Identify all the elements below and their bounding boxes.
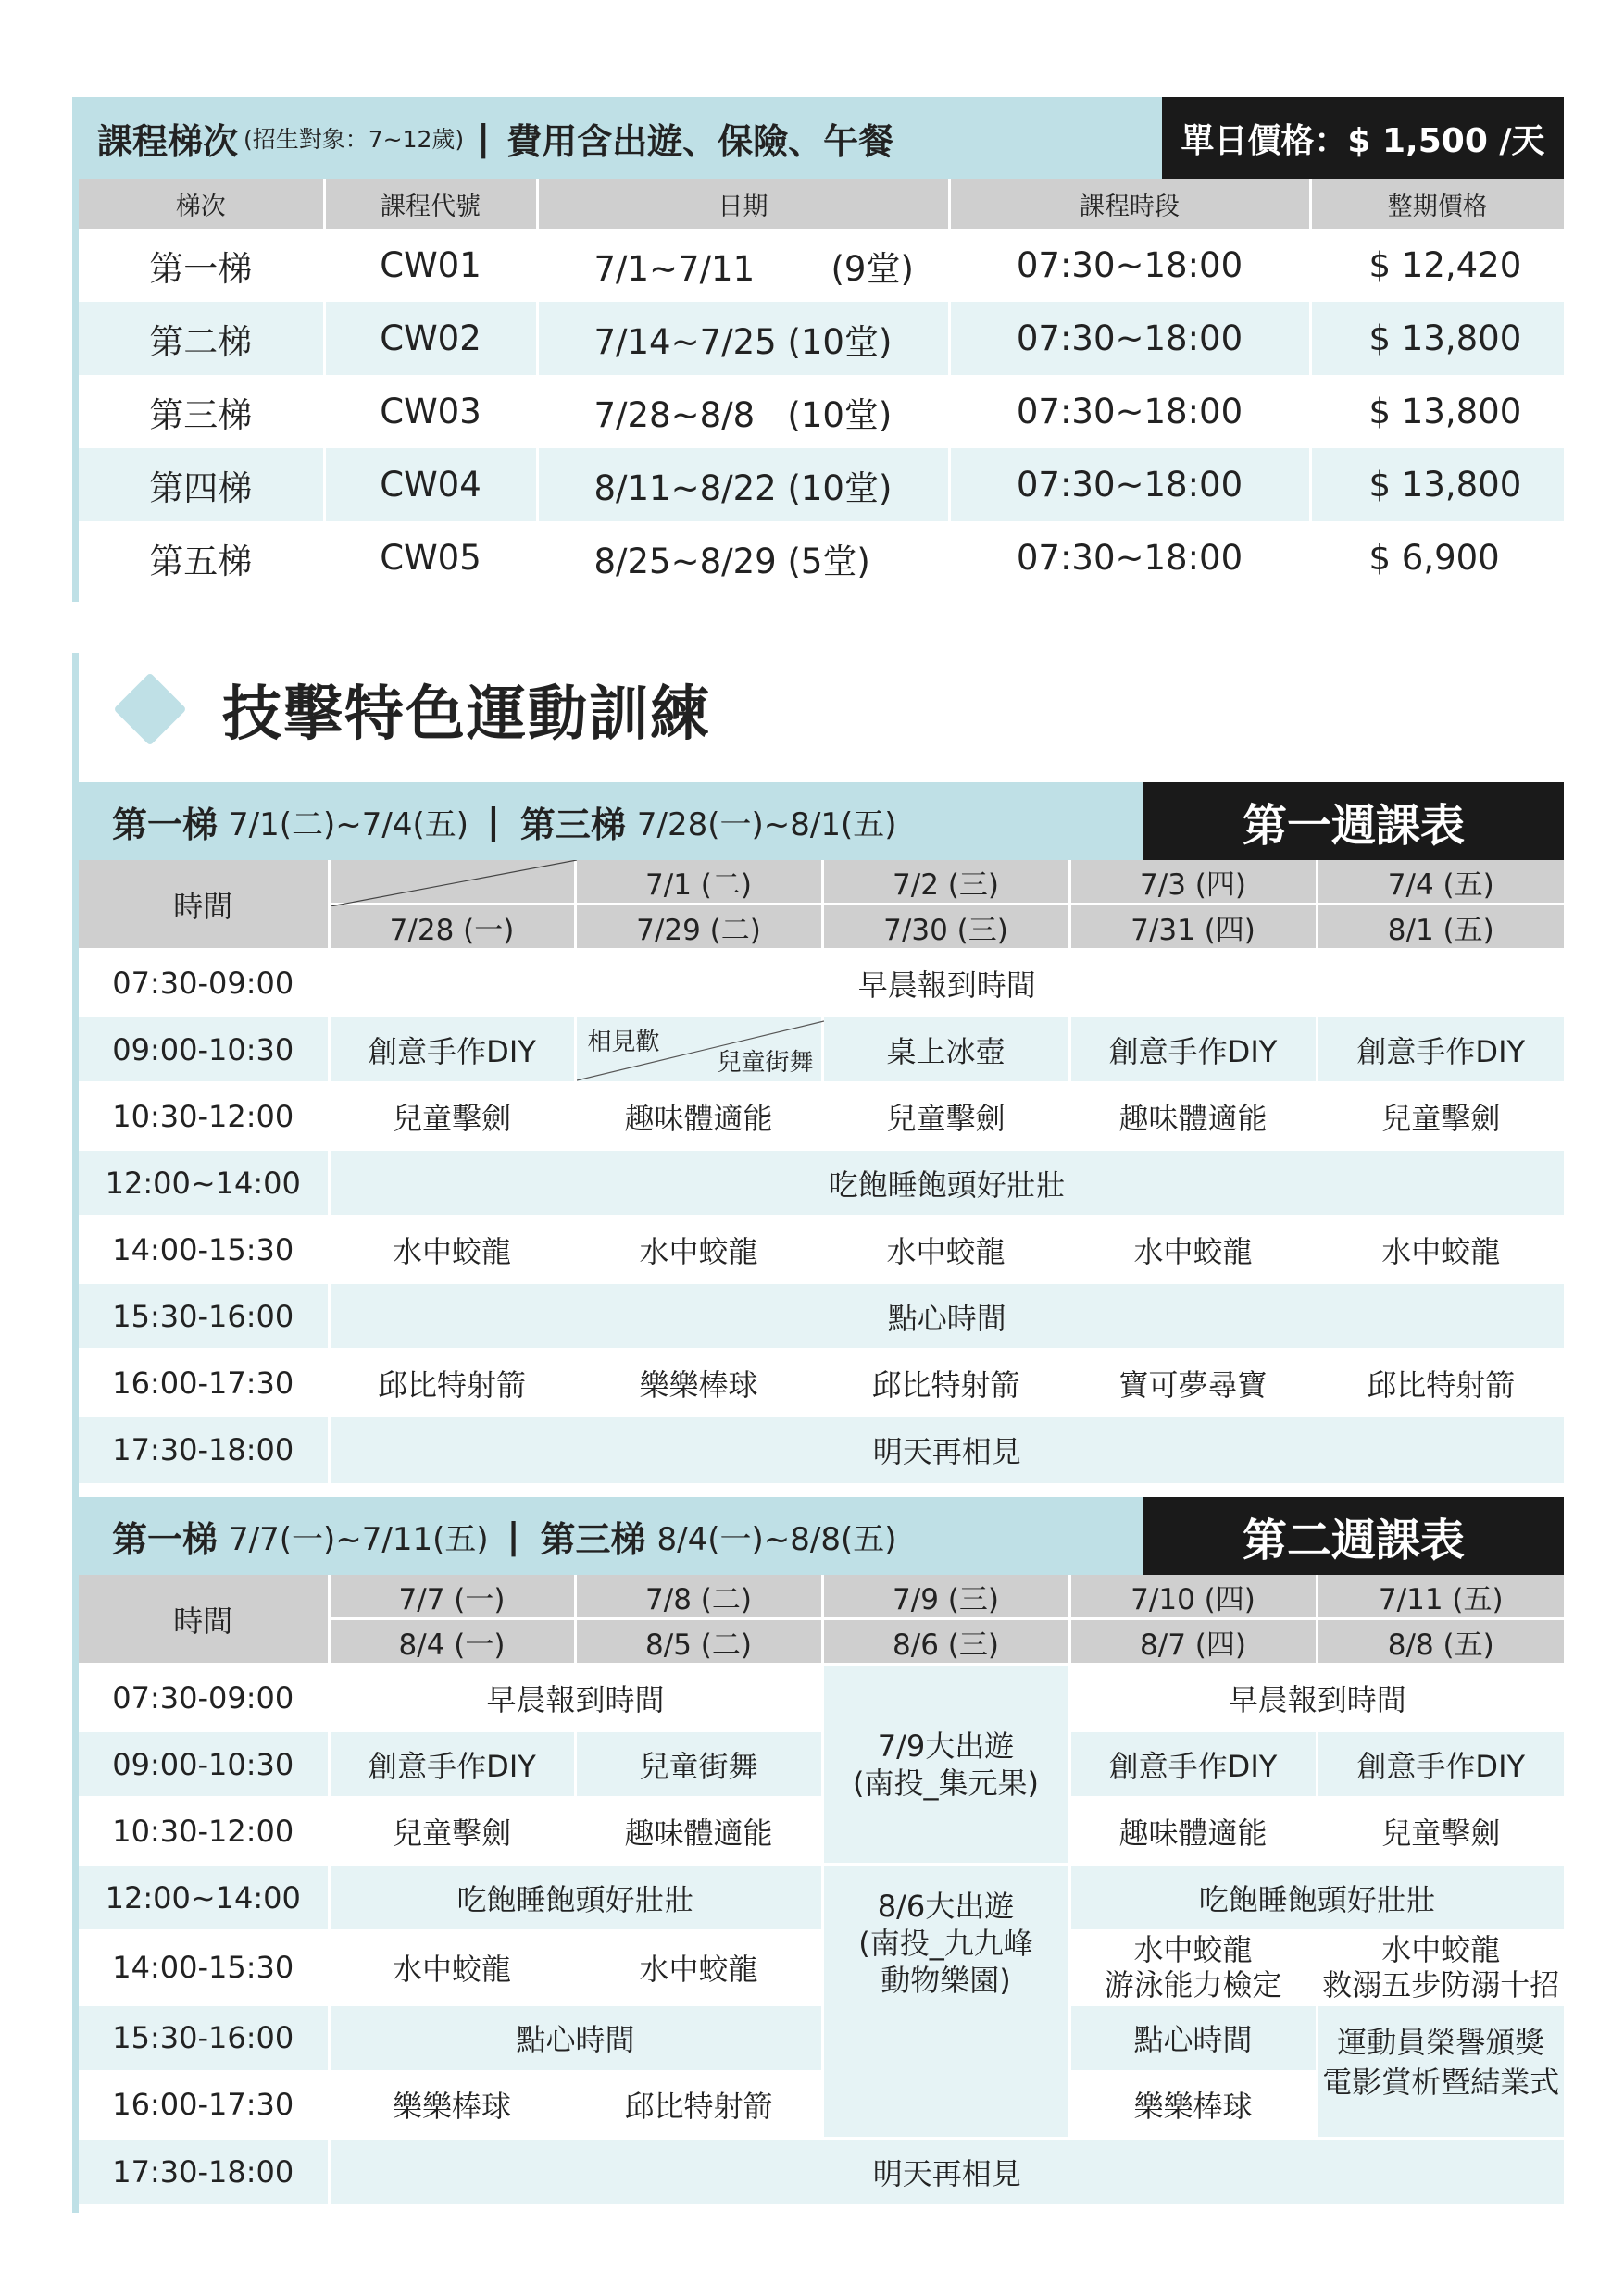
batch-range: 8/4(一)~8/8(五) <box>656 1520 897 1558</box>
date-cell: 7/3 (四) <box>1069 860 1317 905</box>
table-cell: 7/28~8/8 (10堂) <box>537 375 949 448</box>
table-cell: 07:30~18:00 <box>949 302 1310 375</box>
separator: | <box>506 1516 520 1556</box>
table-cell: 7/1~7/11 (9堂) <box>537 229 949 302</box>
time-cell: 15:30-16:00 <box>79 1283 329 1350</box>
batch-range: 7/28(一)~8/1(五) <box>636 805 897 843</box>
time-cell: 07:30-09:00 <box>79 1665 329 1731</box>
split-schedule-cell <box>575 1017 822 1083</box>
schedule-cell: 水中蛟龍 游泳能力檢定 <box>1069 1931 1317 2005</box>
schedule-cell: 吃飽睡飽頭好壯壯 <box>329 1865 822 1931</box>
week2-title <box>79 1497 1143 1575</box>
column-header: 日期 <box>537 179 949 229</box>
schedule-cell: 兒童擊劍 <box>822 1083 1069 1150</box>
table-row <box>79 521 1564 594</box>
schedule-cell: 早晨報到時間 <box>329 950 1564 1017</box>
week2-schedule <box>79 1575 1564 2204</box>
accent-bar-bottom <box>72 653 79 2213</box>
table-row <box>79 302 1564 375</box>
schedule-cell: 創意手作DIY <box>1317 1731 1564 1798</box>
column-header: 課程代號 <box>324 179 537 229</box>
course-header <box>79 97 1564 179</box>
batch-range: 7/7(一)~7/11(五) <box>229 1520 489 1558</box>
schedule-cell: 兒童擊劍 <box>329 1798 575 1865</box>
table-cell: 8/25~8/29 (5堂) <box>537 521 949 594</box>
table-header-row <box>79 179 1564 229</box>
table-row <box>79 229 1564 302</box>
schedule-cell: 樂樂棒球 <box>1069 2071 1317 2138</box>
course-header-title <box>97 97 893 179</box>
table-cell: 8/11~8/22 (10堂) <box>537 448 949 521</box>
audience-note: (招生對象：7~12歲) <box>244 126 465 153</box>
week1-badge: 第一週課表 <box>1143 782 1564 860</box>
week2-header <box>79 1497 1564 1575</box>
schedule-cell: 水中蛟龍 救溺五步防溺十招 <box>1317 1931 1564 2005</box>
date-cell: 7/10 (四) <box>1069 1575 1317 1619</box>
time-cell: 10:30-12:00 <box>79 1798 329 1865</box>
table-cell: 第五梯 <box>79 521 324 594</box>
table-cell: CW03 <box>324 375 537 448</box>
diagonal-line <box>331 860 577 906</box>
table-cell: $ 12,420 <box>1310 229 1564 302</box>
table-cell: 07:30~18:00 <box>949 375 1310 448</box>
section-title: 技擊特色運動訓練 <box>222 680 711 749</box>
table-cell: $ 6,900 <box>1310 521 1564 594</box>
schedule-cell: 桌上冰壺 <box>822 1017 1069 1083</box>
trip-cell: 8/6大出遊 (南投_九九峰 動物樂園) <box>822 1865 1069 2139</box>
diamond-icon <box>113 672 186 745</box>
table-cell: 第一梯 <box>79 229 324 302</box>
time-cell: 14:00-15:30 <box>79 1217 329 1283</box>
batch-label: 第三梯 <box>519 804 626 845</box>
table-cell: $ 13,800 <box>1310 448 1564 521</box>
date-cell: 7/8 (二) <box>575 1575 822 1619</box>
date-cell: 8/1 (五) <box>1317 905 1564 950</box>
schedule-cell: 點心時間 <box>1069 2004 1317 2071</box>
schedule-cell: 創意手作DIY <box>1069 1731 1317 1798</box>
schedule-cell-part: 相見歡 <box>587 1029 660 1056</box>
schedule-cell: 水中蛟龍 <box>329 1217 575 1283</box>
schedule-cell: 邱比特射箭 <box>575 2071 822 2138</box>
table-cell: 07:30~18:00 <box>949 229 1310 302</box>
schedule-cell: 邱比特射箭 <box>822 1350 1069 1416</box>
schedule-cell: 趣味體適能 <box>1069 1083 1317 1150</box>
date-cell: 7/2 (三) <box>822 860 1069 905</box>
table-cell: CW02 <box>324 302 537 375</box>
schedule-cell: 水中蛟龍 <box>329 1931 575 2005</box>
date-cell: 8/6 (三) <box>822 1619 1069 1665</box>
column-header: 梯次 <box>79 179 324 229</box>
week1-header <box>79 782 1564 860</box>
date-cell: 8/7 (四) <box>1069 1619 1317 1665</box>
date-cell: 7/30 (三) <box>822 905 1069 950</box>
date-cell: 7/4 (五) <box>1317 860 1564 905</box>
schedule-cell: 明天再相見 <box>329 2138 1564 2204</box>
schedule-cell: 早晨報到時間 <box>1069 1665 1564 1731</box>
schedule-cell: 創意手作DIY <box>1069 1017 1317 1083</box>
time-cell: 16:00-17:30 <box>79 1350 329 1416</box>
batch-label: 第一梯 <box>112 804 219 845</box>
date-cell: 7/29 (二) <box>575 905 822 950</box>
includes-note: 費用含出遊、保險、午餐 <box>506 120 894 162</box>
schedule-cell: 水中蛟龍 <box>575 1931 822 2005</box>
schedule-cell: 寶可夢尋寶 <box>1069 1350 1317 1416</box>
blank-date-cell <box>329 860 575 905</box>
week2-badge: 第二週課表 <box>1143 1497 1564 1575</box>
schedule-cell: 兒童擊劍 <box>329 1083 575 1150</box>
schedule-cell: 趣味體適能 <box>575 1083 822 1150</box>
daily-price-badge: 單日價格：$ 1,500 /天 <box>1162 97 1564 179</box>
time-header: 時間 <box>79 860 329 950</box>
column-header: 整期價格 <box>1310 179 1564 229</box>
table-cell: 第四梯 <box>79 448 324 521</box>
table-cell: $ 13,800 <box>1310 302 1564 375</box>
time-cell: 12:00~14:00 <box>79 1865 329 1931</box>
date-cell: 8/8 (五) <box>1317 1619 1564 1665</box>
schedule-cell: 創意手作DIY <box>1317 1017 1564 1083</box>
schedule-cell-part: 兒童街舞 <box>717 1049 814 1077</box>
separator: | <box>487 801 500 842</box>
column-header: 課程時段 <box>949 179 1310 229</box>
batch-label: 第三梯 <box>540 1518 646 1560</box>
section-heading <box>111 667 711 752</box>
time-cell: 14:00-15:30 <box>79 1931 329 2005</box>
schedule-cell: 吃飽睡飽頭好壯壯 <box>329 1150 1564 1217</box>
time-cell: 09:00-10:30 <box>79 1731 329 1798</box>
week1-title <box>79 782 1143 860</box>
schedule-cell: 樂樂棒球 <box>329 2071 575 2138</box>
trip-cell: 7/9大出遊 (南投_集元果) <box>822 1665 1069 1865</box>
date-cell: 7/11 (五) <box>1317 1575 1564 1619</box>
table-cell: CW01 <box>324 229 537 302</box>
ceremony-cell: 運動員榮譽頒獎 電影賞析暨結業式 <box>1317 2004 1564 2138</box>
date-cell: 8/5 (二) <box>575 1619 822 1665</box>
date-cell: 7/7 (一) <box>329 1575 575 1619</box>
time-cell: 16:00-17:30 <box>79 2071 329 2138</box>
time-cell: 12:00~14:00 <box>79 1150 329 1217</box>
time-cell: 07:30-09:00 <box>79 950 329 1017</box>
date-cell: 8/4 (一) <box>329 1619 575 1665</box>
schedule-cell: 兒童擊劍 <box>1317 1083 1564 1150</box>
course-price-table <box>79 179 1564 594</box>
schedule-cell: 水中蛟龍 <box>822 1217 1069 1283</box>
schedule-cell: 邱比特射箭 <box>1317 1350 1564 1416</box>
schedule-cell: 吃飽睡飽頭好壯壯 <box>1069 1865 1564 1931</box>
table-cell: 第三梯 <box>79 375 324 448</box>
schedule-cell: 兒童街舞 <box>575 1731 822 1798</box>
schedule-cell: 早晨報到時間 <box>329 1665 822 1731</box>
table-cell: 7/14~7/25 (10堂) <box>537 302 949 375</box>
schedule-cell: 點心時間 <box>329 2004 822 2071</box>
time-header: 時間 <box>79 1575 329 1665</box>
course-title: 課程梯次 <box>97 120 239 162</box>
date-cell: 7/9 (三) <box>822 1575 1069 1619</box>
date-cell: 7/1 (二) <box>575 860 822 905</box>
time-cell: 15:30-16:00 <box>79 2004 329 2071</box>
schedule-cell: 趣味體適能 <box>1069 1798 1317 1865</box>
schedule-cell: 兒童擊劍 <box>1317 1798 1564 1865</box>
schedule-cell: 點心時間 <box>329 1283 1564 1350</box>
table-cell: $ 13,800 <box>1310 375 1564 448</box>
schedule-cell: 創意手作DIY <box>329 1017 575 1083</box>
table-cell: CW04 <box>324 448 537 521</box>
table-cell: 07:30~18:00 <box>949 521 1310 594</box>
schedule-cell: 水中蛟龍 <box>575 1217 822 1283</box>
accent-bar-top <box>72 97 79 602</box>
table-cell: 第二梯 <box>79 302 324 375</box>
time-cell: 09:00-10:30 <box>79 1017 329 1083</box>
table-cell: CW05 <box>324 521 537 594</box>
table-row <box>79 375 1564 448</box>
time-cell: 17:30-18:00 <box>79 1416 329 1483</box>
separator: | <box>477 118 491 158</box>
schedule-cell: 趣味體適能 <box>575 1798 822 1865</box>
schedule-cell: 明天再相見 <box>329 1416 1564 1483</box>
week1-schedule <box>79 860 1564 1483</box>
date-cell: 7/28 (一) <box>329 905 575 950</box>
schedule-cell: 水中蛟龍 <box>1069 1217 1317 1283</box>
time-cell: 17:30-18:00 <box>79 2138 329 2204</box>
time-cell: 10:30-12:00 <box>79 1083 329 1150</box>
table-row <box>79 448 1564 521</box>
schedule-cell: 樂樂棒球 <box>575 1350 822 1416</box>
batch-label: 第一梯 <box>112 1518 219 1560</box>
batch-range: 7/1(二)~7/4(五) <box>229 805 468 843</box>
schedule-cell: 水中蛟龍 <box>1317 1217 1564 1283</box>
date-cell: 7/31 (四) <box>1069 905 1317 950</box>
table-cell: 07:30~18:00 <box>949 448 1310 521</box>
schedule-cell: 創意手作DIY <box>329 1731 575 1798</box>
schedule-cell: 邱比特射箭 <box>329 1350 575 1416</box>
